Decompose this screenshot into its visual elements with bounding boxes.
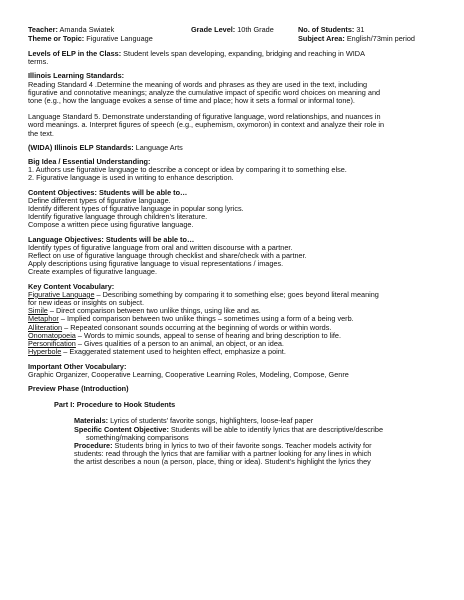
list-item: Identify different types of figurative language in popular song lyrics. (28, 204, 244, 214)
list-item: Identify figurative language through children’s literature. (28, 212, 208, 222)
section-heading: Big Idea / Essential Understanding: (28, 157, 151, 167)
vocab-term: Alliteration (28, 322, 63, 332)
section-heading: Illinois Learning Standards: (28, 71, 125, 81)
elp-section: Levels of ELP in the Class: Student levels span developing, expanding, bridging and reaching in WIDA terms. (28, 49, 365, 67)
vocab-entry: Alliteration – Repeated consonant sounds occurring at the beginning of words or within words. (28, 322, 332, 332)
header-row-2 (28, 35, 448, 44)
vocab-term: Hyperbole (28, 347, 62, 357)
vocab-entry: Figurative Language – Describing something by comparing it to something else; goes beyond literal meaning (28, 289, 379, 299)
vocab-term: Onomatopoeia (28, 330, 76, 340)
theme-field: Theme or Topic: Figurative Language (28, 34, 153, 43)
section-heading: Key Content Vocabulary: (28, 281, 115, 291)
vocab-term: Personification (28, 339, 76, 349)
grade-field: Grade Level: 10th Grade (191, 25, 274, 34)
other-vocabulary-section: Important Other Vocabulary: Graphic Organizer, Cooperative Learning, Cooperative Learning Roles, Modeling, Compose, Genre (28, 363, 448, 379)
key-vocabulary-section: Key Content Vocabulary: Figurative Language – Describing something by comparing it to something else; goes beyond literal meaning for new ideas or insights on subject. Simile – Direct comparison between two unlike things, using like and as. Metaphor – Implied comparison between two unlike things – sometimes using a form of a being verb. Alliteration – Repeated consonant sounds occurring at the beginning of words or within words. Onomatopoeia – Words to mimic sounds, appeal to sense of hearing and bring description to life. Personification – Gives qualities of a person to an animal, an object, or an idea. Hyperbole – Exaggerated statement used to heighten effect, emphasize a point. (28, 283, 448, 357)
vocab-entry: Onomatopoeia – Words to mimic sounds, appeal to sense of hearing and bring description to life. (28, 330, 342, 340)
vocab-entry: Hyperbole – Exaggerated statement used to heighten effect, emphasize a point. (28, 347, 286, 357)
students-field: No. of Students: 31 (298, 25, 365, 34)
preview-phase-section (28, 385, 448, 393)
section-heading: Part I: Procedure to Hook Students (54, 400, 176, 410)
teacher-field: Teacher: Amanda Swiatek (28, 25, 115, 34)
section-heading: Important Other Vocabulary: (28, 361, 127, 371)
list-item: Identify types of figurative language from oral and written discourse with a partner. (28, 242, 293, 252)
content-objectives-section (28, 189, 448, 230)
list-item: 2. Figurative language is used in writing to enhance description. (28, 173, 234, 183)
vocab-term: Figurative Language (28, 289, 95, 299)
language-objectives-section (28, 236, 448, 277)
subject-field: Subject Area: English/73min period (298, 34, 415, 43)
vocab-entry: Simile – Direct comparison between two unlike things, using like and as. (28, 306, 261, 316)
big-idea-section (28, 158, 448, 183)
section-heading: Content Objectives: Students will be able to… (28, 187, 188, 197)
list-item: Create examples of figurative language. (28, 267, 157, 277)
section-heading: Preview Phase (Introduction) (28, 383, 129, 393)
section-heading: Language Objectives: Students will be able to… (28, 234, 195, 244)
lesson-plan-page (28, 26, 448, 467)
part1-section: Part I: Procedure to Hook Students Materials: Lyrics of students’ favorite songs, highlighters, loose-leaf paper Specific Content Objective: Students will be able to identify lyrics that are descriptive/describe something/making comparisons Procedure: Students bring in lyrics to two of their favorite songs. Teacher models activity for students: read through the lyrics that are familiar with a partner looking for any lines in which the artist describes a noun (a person, place, thing or idea). Student’s highlight the lyrics they (28, 401, 448, 466)
vocab-term: Metaphor (28, 314, 59, 324)
list-item: Compose a written piece using figurative language. (28, 220, 194, 230)
list-item: Define different types of figurative language. (28, 195, 171, 205)
vocab-entry: Personification – Gives qualities of a person to an animal, an object, or an idea. (28, 339, 284, 349)
vocab-entry: Metaphor – Implied comparison between two unlike things – sometimes using a form of a being verb. (28, 314, 354, 324)
wida-section: (WIDA) Illinois ELP Standards: Language Arts (28, 142, 183, 152)
list-item: 1. Authors use figurative language to describe a concept or idea by comparing it to something else. (28, 165, 347, 175)
list-item: Apply descriptions using figurative language to visual representations / images. (28, 259, 284, 269)
illinois-standards-section: Illinois Learning Standards: Reading Standard 4 .Determine the meaning of words and phrases as they are used in the text, including figurative and connotative meanings; analyze the cumulative impact of specific word choices on meaning and tone (e.g., how the language evokes a sense of time and place; how it sets a formal or informal tone). Language Standard 5. Demonstrate understanding of figurative language, word relationships, and nuances in word meanings. a. Interpret figures of speech (e.g., euphemism, oxymoron) in context and analyze their role in the text. (28, 72, 448, 137)
vocab-term: Simile (28, 306, 48, 316)
list-item: Reflect on use of figurative language through checklist and share/check with a partner. (28, 251, 307, 261)
